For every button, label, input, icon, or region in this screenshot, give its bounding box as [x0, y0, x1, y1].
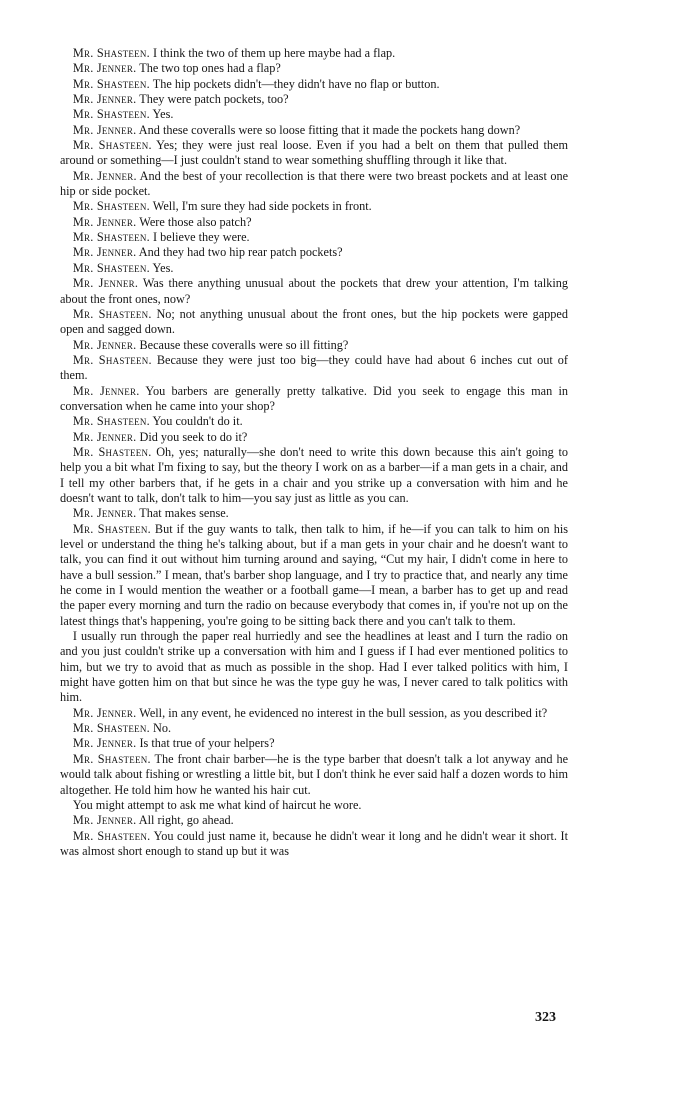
paragraph-text: And they had two hip rear patch pockets?	[136, 245, 343, 260]
paragraph	[60, 813, 568, 828]
speaker-name: Mr. Shasteen.	[72, 199, 150, 214]
paragraph	[60, 798, 568, 813]
paragraph	[60, 752, 568, 798]
paragraph	[60, 706, 568, 721]
paragraph	[60, 445, 568, 506]
speaker-name: Mr. Jenner.	[72, 168, 137, 183]
paragraph-text: The front chair barber—he is the type barber that doesn't talk a lot anyway and he would talk about fishing or wrestling a little bit, but I don't think he ever said half a dozen words to him altogether. He told him how he wanted his hair cut.	[60, 751, 569, 797]
speaker-name: Mr. Jenner.	[72, 705, 137, 720]
paragraph	[60, 46, 568, 61]
paragraph	[60, 384, 568, 415]
speaker-name: Mr. Jenner.	[72, 61, 137, 76]
paragraph	[60, 61, 568, 76]
paragraph-text: Did you seek to do it?	[136, 429, 248, 444]
paragraph	[60, 829, 568, 860]
speaker-name: Mr. Jenner.	[72, 122, 137, 137]
paragraph	[60, 338, 568, 353]
speaker-name: Mr. Shasteen.	[72, 414, 150, 429]
paragraph	[60, 261, 568, 276]
paragraph	[60, 138, 568, 169]
paragraph	[60, 736, 568, 751]
speaker-name: Mr. Jenner.	[72, 506, 137, 521]
paragraph	[60, 721, 568, 736]
paragraph-text: All right, go ahead.	[136, 813, 234, 828]
paragraph-text: And the best of your recollection is that there were two breast pockets and at least one hip or side pocket.	[60, 168, 569, 199]
paragraph	[60, 230, 568, 245]
paragraph-text: I think the two of them up here maybe had a flap.	[149, 46, 396, 60]
paragraph-text: No; not anything unusual about the front ones, but the hip pockets were gapped open and sagged down.	[60, 306, 568, 337]
speaker-name: Mr. Jenner.	[72, 276, 139, 291]
speaker-name: Mr. Jenner.	[72, 92, 137, 107]
paragraph-text: Because they were just too big—they could have had about 6 inches cut out of them.	[60, 352, 568, 383]
speaker-name: Mr. Shasteen.	[72, 230, 150, 245]
paragraph	[60, 414, 568, 429]
speaker-name: Mr. Shasteen.	[72, 76, 150, 91]
speaker-name: Mr. Jenner.	[72, 383, 140, 398]
paragraph	[60, 629, 568, 706]
paragraph	[60, 107, 568, 122]
paragraph	[60, 245, 568, 260]
paragraph-text: Were those also patch?	[136, 214, 252, 229]
speaker-name: Mr. Jenner.	[72, 337, 137, 352]
paragraph	[60, 522, 568, 629]
speaker-name: Mr. Shasteen.	[72, 138, 152, 153]
paragraph-text: And these coveralls were so loose fitting that it made the pockets hang down?	[136, 122, 521, 137]
paragraph-text: No.	[149, 721, 172, 736]
speaker-name: Mr. Shasteen.	[72, 751, 151, 766]
paragraph	[60, 276, 568, 307]
paragraph-text: You might attempt to ask me what kind of haircut he wore.	[72, 797, 362, 812]
paragraph	[60, 199, 568, 214]
paragraph	[60, 123, 568, 138]
paragraph-text: Because these coveralls were so ill fitting?	[136, 337, 349, 352]
transcript-page	[60, 46, 568, 859]
speaker-name: Mr. Shasteen.	[72, 107, 150, 122]
paragraph	[60, 307, 568, 338]
speaker-name: Mr. Shasteen.	[72, 444, 152, 459]
speaker-name: Mr. Shasteen.	[72, 306, 152, 321]
paragraph-text: Well, in any event, he evidenced no interest in the bull session, as you described it?	[136, 705, 548, 720]
paragraph-text: Oh, yes; naturally—she don't need to write this down because this ain't going to help you a bit what I'm fixing to say, but the theory I work on as a barber—if a man gets in a chair, and I tell my other barbers that, if he gets in a chair and you strike up a conversation with him and he doesn't want to talk, don't talk to him—you say just as little as you can.	[60, 444, 568, 505]
speaker-name: Mr. Jenner.	[72, 813, 137, 828]
speaker-name: Mr. Jenner.	[72, 736, 137, 751]
speaker-name: Mr. Jenner.	[72, 245, 137, 260]
paragraph	[60, 215, 568, 230]
paragraph-text: You could just name it, because he didn't wear it long and he didn't wear it short. It was almost short enough to stand up but it was	[60, 828, 568, 858]
paragraph-text: Is that true of your helpers?	[136, 736, 275, 751]
paragraph	[60, 353, 568, 384]
paragraph	[60, 77, 568, 92]
paragraph-text: Well, I'm sure they had side pockets in front.	[149, 199, 372, 214]
paragraph-text: Was there anything unusual about the pockets that drew your attention, I'm talking about the front ones, now?	[60, 276, 569, 306]
speaker-name: Mr. Shasteen.	[72, 260, 150, 275]
paragraph-text: That makes sense.	[136, 506, 229, 521]
speaker-name: Mr. Shasteen.	[72, 721, 150, 736]
paragraph-text: The two top ones had a flap?	[136, 61, 281, 76]
paragraph-text: Yes; they were just real loose. Even if you had a belt on them that pulled them around or something—I just couldn't stand to wear something shuffling through it like that.	[60, 138, 568, 168]
paragraph-text: The hip pockets didn't—they didn't have no flap or button.	[149, 76, 440, 91]
paragraph-text: I usually run through the paper real hurriedly and see the headlines at least and I turn the radio on and you just couldn't strike up a conversation with him and I guess if I had ever mentioned politics to him, but we try to avoid that as much as possible in the shop. Had I ever talked politics with him, I might have gotten him on that but since he was the type guy he was, I never cared to talk politics with him.	[60, 629, 568, 705]
paragraph-text: I believe they were.	[149, 230, 250, 245]
speaker-name: Mr. Shasteen.	[72, 352, 152, 367]
paragraph-text: You barbers are generally pretty talkative. Did you seek to engage this man in conversation when he came into your shop?	[60, 383, 568, 413]
paragraph-text: You couldn't do it.	[149, 414, 243, 429]
paragraph-text: Yes.	[149, 260, 174, 275]
paragraph	[60, 430, 568, 445]
page-number: 323	[535, 1010, 556, 1025]
paragraph	[60, 506, 568, 521]
paragraph	[60, 92, 568, 107]
speaker-name: Mr. Shasteen.	[72, 521, 151, 536]
speaker-name: Mr. Jenner.	[72, 214, 137, 229]
speaker-name: Mr. Shasteen.	[72, 828, 151, 843]
paragraph-text: They were patch pockets, too?	[136, 92, 289, 107]
paragraph-text: Yes.	[149, 107, 174, 122]
paragraph-text: But if the guy wants to talk, then talk to him, if he—if you can talk to him on his level or understand the thing he's talking about, but if a man gets in your chair and he doesn't want to talk, you can find it out without him turning around and saying, “Cut my hair, I didn't come in here to have a bull session.” I mean, that's barber shop language, and I try to practice that, and nearly any time he come in I would mention the weather or a football game—I mean, a barber has to get up and read the paper every morning and turn the radio on because everybody that comes in, if you're not up on the latest things that's happening, you're going to be sitting back there and you can't talk to them.	[60, 521, 568, 628]
speaker-name: Mr. Jenner.	[72, 429, 137, 444]
paragraph	[60, 169, 568, 200]
speaker-name: Mr. Shasteen.	[72, 46, 150, 60]
